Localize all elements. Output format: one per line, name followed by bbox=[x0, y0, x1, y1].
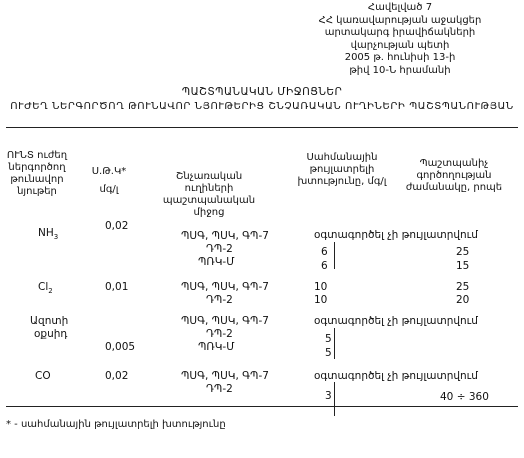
vertical-rule bbox=[334, 242, 335, 269]
stk-cl2: 0,01 bbox=[105, 281, 129, 293]
means-nh3-1: ՊՍԳ, ՊՍԿ, ԳՊ-7 bbox=[181, 230, 269, 242]
appendix-line: ՀՀ կառավարության աջակցեր bbox=[318, 14, 482, 26]
appendix-reference bbox=[300, 2, 500, 77]
vertical-rule bbox=[334, 328, 335, 359]
substance-nh3: $NH_3$ bbox=[38, 227, 59, 242]
conc-nh3-2: 6 bbox=[321, 260, 328, 272]
note-nh3: օգտագործել չի թույլատրվում bbox=[314, 229, 478, 241]
vertical-rule bbox=[334, 382, 335, 416]
appendix-line: վարչության պետի bbox=[350, 39, 450, 51]
header-stk-unit: մգ/լ bbox=[99, 184, 119, 195]
means-no-1: ՊՍԳ, ՊՍԿ, ԳՊ-7 bbox=[181, 315, 269, 327]
header-protection-time: Պաշտպանիչ գործողության ժամանակը, րոպե bbox=[405, 158, 503, 193]
document-title: ՊԱՇՏՊԱՆԱԿԱՆ ՄԻՋՈՑՆԵՐ bbox=[181, 86, 343, 98]
footnote: * - սահմանային թույլատրելի խտությունը bbox=[6, 419, 226, 430]
conc-no-2: 5 bbox=[325, 347, 332, 359]
conc-nh3-1: 6 bbox=[321, 246, 328, 258]
header-stk-label: Ս.Թ.Կ* bbox=[91, 166, 127, 177]
substance-cl2: $Cl_2$ bbox=[38, 281, 53, 296]
substance-nitrogen-oxide-1: Ազոտի bbox=[30, 315, 69, 327]
appendix-line: թիվ 10-Ն հրամանի bbox=[349, 64, 451, 76]
substance-nitrogen-oxide-2: օքսիդ bbox=[34, 328, 68, 340]
substance-co: CO bbox=[35, 370, 51, 382]
header-max-concentration: Սահմանային թույլատրելի խտությունը, մգ/լ bbox=[297, 152, 387, 187]
header-stk bbox=[84, 166, 134, 196]
stk-nh3: 0,02 bbox=[105, 220, 129, 232]
appendix-line: Հավելված 7 bbox=[367, 2, 433, 13]
table-top-rule bbox=[6, 127, 518, 128]
conc-no-1: 5 bbox=[325, 333, 332, 345]
appendix-line: արտակարգ իրավիճակների bbox=[324, 27, 476, 38]
means-co-2: ԴՊ-2 bbox=[206, 383, 233, 395]
time-nh3-2: 15 bbox=[456, 260, 470, 272]
conc-cl2-2: 10 bbox=[314, 294, 328, 306]
time-cl2-2: 20 bbox=[456, 294, 470, 306]
means-no-2: ԴՊ-2 bbox=[206, 328, 233, 340]
means-nh3-3: ՊՌԿ-Մ bbox=[198, 256, 235, 268]
means-cl2-1: ՊՍԳ, ՊՍԿ, ԳՊ-7 bbox=[181, 281, 269, 293]
means-cl2-2: ԴՊ-2 bbox=[206, 294, 233, 306]
appendix-line: 2005 թ. հունիսի 13-ի bbox=[344, 52, 456, 63]
header-substance: ՈՒՆՏ ուժեղ ներգործող թունավոր նյութեր bbox=[6, 150, 68, 197]
stk-nitrogen-oxide: 0,005 bbox=[105, 341, 136, 353]
note-no: օգտագործել չի թույլատրվում bbox=[314, 315, 478, 327]
time-co-1: 40 ÷ 360 bbox=[440, 391, 489, 403]
means-no-3: ՊՌԿ-Մ bbox=[198, 341, 235, 353]
conc-co-1: 3 bbox=[325, 390, 332, 402]
note-co: օգտագործել չի թույլատրվում bbox=[314, 370, 478, 382]
time-nh3-1: 25 bbox=[456, 246, 470, 258]
header-protection-means: Շնչառական ուղիների պաշտպանական միջոց bbox=[162, 171, 256, 218]
stk-co: 0,02 bbox=[105, 370, 129, 382]
means-co-1: ՊՍԳ, ՊՍԿ, ԳՊ-7 bbox=[181, 370, 269, 382]
means-nh3-2: ԴՊ-2 bbox=[206, 243, 233, 255]
conc-cl2-1: 10 bbox=[314, 281, 328, 293]
table-bottom-rule bbox=[6, 406, 518, 407]
document-subtitle: ՈՒԺԵՂ ՆԵՐԳՈՐԾՈՂ ԹՈՒՆԱՎՈՐ ՆՅՈՒԹԵՐԻՑ ՇՆՉԱՌԱԿԱՆ ՈՒՂԻՆԵՐԻ ՊԱՇՏՊԱՆՈՒԹՅԱՆ bbox=[10, 101, 514, 112]
time-cl2-1: 25 bbox=[456, 281, 470, 293]
